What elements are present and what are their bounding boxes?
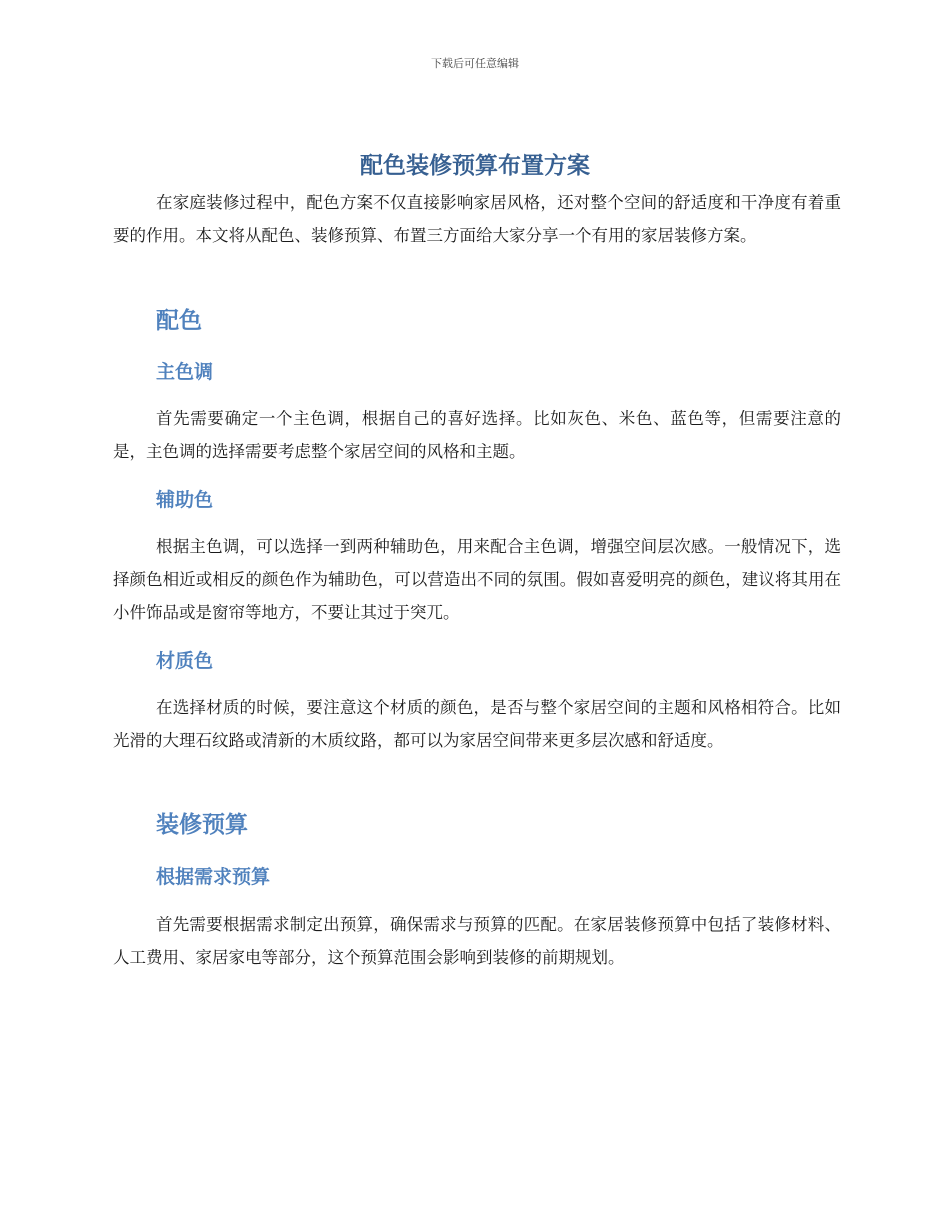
paragraph-accent-color: 根据主色调，可以选择一到两种辅助色，用来配合主色调，增强空间层次感。一般情况下，选择颜色相近或相反的颜色作为辅助色，可以营造出不同的氛围。假如喜爱明亮的颜色，建议将其用在小件饰品或是窗帘等地方，不要让其过于突兀。: [113, 537, 841, 622]
document-title: 配色装修预算布置方案: [360, 153, 590, 179]
section-heading-color: 配色: [156, 308, 202, 334]
subsection-heading-budget-by-need: 根据需求预算: [156, 866, 271, 888]
subsection-heading-main-tone: 主色调: [156, 361, 214, 383]
subsection-heading-accent-color: 辅助色: [156, 489, 214, 511]
page-header-note: 下载后可任意编辑: [431, 57, 519, 70]
paragraph-budget-by-need: 首先需要根据需求制定出预算，确保需求与预算的匹配。在家居装修预算中包括了装修材料、人工费用、家居家电等部分，这个预算范围会影响到装修的前期规划。: [113, 915, 841, 967]
paragraph-main-tone: 首先需要确定一个主色调，根据自己的喜好选择。比如灰色、米色、蓝色等，但需要注意的是，主色调的选择需要考虑整个家居空间的风格和主题。: [113, 409, 841, 461]
paragraph-material-color: 在选择材质的时候，要注意这个材质的颜色，是否与整个家居空间的主题和风格相符合。比如光滑的大理石纹路或清新的木质纹路，都可以为家居空间带来更多层次感和舒适度。: [113, 698, 841, 750]
intro-paragraph: 在家庭装修过程中，配色方案不仅直接影响家居风格，还对整个空间的舒适度和干净度有着重要的作用。本文将从配色、装修预算、布置三方面给大家分享一个有用的家居装修方案。: [113, 193, 841, 245]
section-heading-budget: 装修预算: [156, 812, 248, 838]
subsection-heading-material-color: 材质色: [156, 650, 214, 672]
